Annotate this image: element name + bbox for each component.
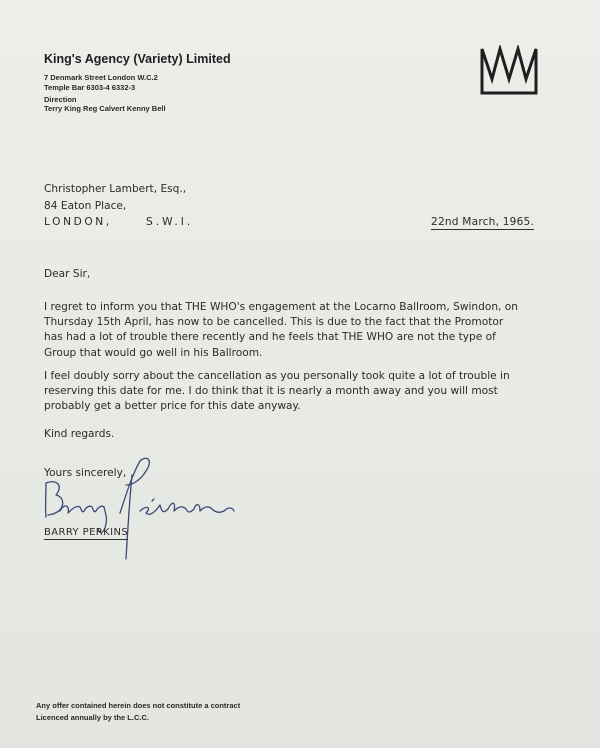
footer-licence-note: Licenced annually by the L.C.C. <box>36 713 149 722</box>
paragraph-line: has had a lot of trouble there recently and he feels that THE WHO are not the type of <box>44 331 496 344</box>
company-name: King's Agency (Variety) Limited <box>44 52 231 66</box>
paragraph-line: Group that would go well in his Ballroom. <box>44 346 263 359</box>
kind-regards: Kind regards. <box>44 428 115 440</box>
directors-list: Terry King Reg Calvert Kenny Bell <box>44 104 166 113</box>
salutation: Dear Sir, <box>44 268 91 280</box>
handwritten-signature <box>36 455 246 565</box>
paragraph-line: I regret to inform you that THE WHO's engagement at the Locarno Ballroom, Swindon, on <box>44 301 518 313</box>
paragraph-line: reserving this date for me. I do think that it is nearly a month away and you will most <box>44 385 498 398</box>
paragraph-line: I feel doubly sorry about the cancellation as you personally took quite a lot of trouble in <box>44 370 510 382</box>
sign-off: Yours sincerely, <box>44 467 127 479</box>
paragraph-line: Thursday 15th April, has now to be cancelled. This is due to the fact that the Promotor <box>44 316 504 329</box>
recipient-city: LONDON, <box>44 216 112 228</box>
company-address: 7 Denmark Street London W.C.2 <box>44 73 158 82</box>
paragraph-2 <box>44 369 544 415</box>
recipient-district: S.W.I. <box>146 216 194 228</box>
footer-contract-note: Any offer contained herein does not constitute a contract <box>36 701 241 710</box>
signatory-name: BARRY PERKINS <box>44 527 129 538</box>
crown-icon <box>478 45 540 97</box>
paragraph-1 <box>44 300 544 361</box>
directors-label: Direction <box>44 95 77 104</box>
company-phone: Temple Bar 6303-4 6332-3 <box>44 83 136 92</box>
recipient-street: 84 Eaton Place, <box>44 200 127 212</box>
letter-date: 22nd March, 1965. <box>431 216 535 228</box>
recipient-name: Christopher Lambert, Esq., <box>44 183 187 195</box>
paragraph-line: probably get a better price for this date anyway. <box>44 400 301 413</box>
